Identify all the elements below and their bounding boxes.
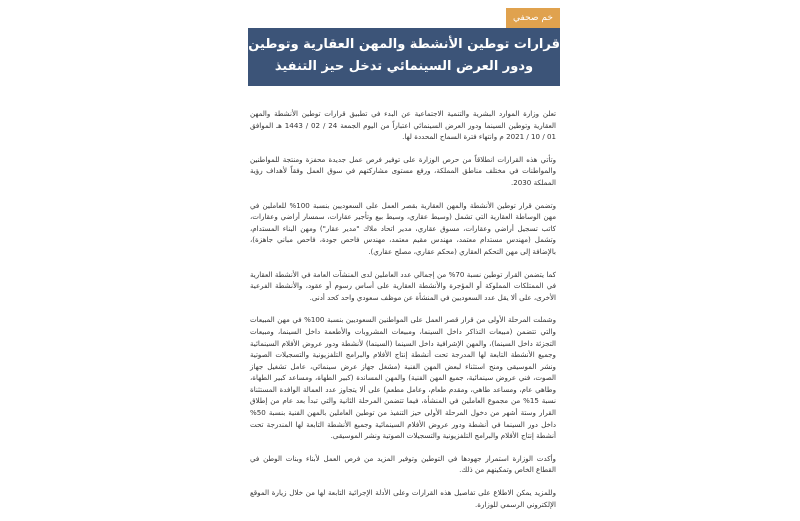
article-body [250,108,556,521]
paragraph-purpose: وتأتي هذه القرارات انطلاقاً من حرص الوزارة على توفير فرص عمل جديدة محفزة ومنتجة للمواطنين والمواطنات في مختلف مناطق المملكة، ورفع مستوى مشاركتهم في سوق العمل وفقاً لأهداف رؤية المملكة 2030. [250,154,556,187]
paragraph-cinema-phases: وشملت المرحلة الأولى من قرار قصر العمل على المواطنين السعوديين بنسبة 100% في مهن المبيعات والتي تتضمن (مبيعات التذاكر داخل السينما، ومبيعات المشروبات والأطعمة داخل السينما، ومبيعات التجزئة داخل السينما)، والمهن الإشرافية داخل السينما (السينما) لأنشطة ودور عروض الأفلام السينمائية وجميع الأنشطة التابعة لها المدرجة تحت أنشطة إنتاج الأفلام والبرامج التلفزيونية والتسجيلات الصوتية ونشر الموسيقى ومنح استثناء لبعض المهن الفنية (مشغل جهاز عرض سينمائي، عامل تشغيل جهاز الصوت، فني عروض سينمائية، جميع المهن الفنية) والمهن المساندة (كبير الطهاة، ومساعد كبير الطهاة، وطاهي عام، ومساعد طاهي، ومقدم طعام، وعامل مطعم) على ألا يتجاوز عدد العمالة الوافدة المستثناة نسبة 15% من مجموع العاملين في المنشأة، فيما تتضمن المرحلة الثانية والتي تبدأ بعد عام من إطلاق القرار وستة أشهر من دخول المرحلة الأولى حيز التنفيذ من توطين العاملين بالمهن الفنية بنسبة 50% داخل دور السينما في أنشطة ودور عروض الأفلام السينمائية وجميع الأنشطة التابعة لها المندرجة تحت أنشطة إنتاج الأفلام والبرامج التلفزيونية والتسجيلات الصوتية ونشر الموسيقى. [250,315,556,441]
press-release-document [196,0,560,509]
press-release-tag: خم صحفي [506,8,560,28]
headline-line-2: ودور العرض السينمائي تدخل حيز التنفيذ [274,59,534,74]
paragraph-real-estate-professions: وتضمن قرار توطين الأنشطة والمهن العقارية بقصر العمل على السعوديين بنسبة 100% للعاملين في مهن الوساطة العقارية التي تشمل (وسيط عقاري، وسيط بيع وتأجير عقارات، سمسار أراضي وعقارات، كاتب تسجيل أراضي وعقارات، مسوق عقاري، مدير اتحاد ملاك "مدير عقار") ومهن البناء المستدام، وتشمل (مهندس مستدام معتمد، مهندس مقيم معتمد، مهندس فاحص جودة، فاحص مباني جاهزة)، بالإضافة إلى مهن التحكم العقاري (محكم عقاري، مصلح عقاري). [250,200,556,256]
paragraph-real-estate-activities: كما يتضمن القرار توطين نسبة 70% من إجمالي عدد العاملين لدى المنشآت العامة في الأنشطة العقارية في الممتلكات المملوكة أو المؤجرة والأنشطة العقارية على أساس رسوم أو عقود، والأنشطة الفرعية الأخرى، على ألا يقل عدد السعوديين في المنشأة عن موظف سعودي واحد كحد أدنى. [250,269,556,302]
paragraph-ministry-efforts: وأكدت الوزارة استمرار جهودها في التوطين وتوفير المزيد من فرص العمل لأبناء وبنات الوطن في القطاع الخاص وتمكينهم من ذلك. [250,453,556,475]
paragraph-announcement: تعلن وزارة الموارد البشرية والتنمية الاجتماعية عن البدء في تطبيق قرارات توطين الأنشطة والمهن العقارية وتوطين السينما ودور العرض السينمائي اعتباراً من اليوم الجمعة 24 / 02 / 1443 هـ الموافق 01 / 10 / 2021 م وانتهاء فترة السماح المحددة لها. [250,109,556,142]
paragraph-more-info: وللمزيد يمكن الاطلاع على تفاصيل هذه القرارات وعلى الأدلة الإجرائية التابعة لها من خلال زيارة الموقع الإلكتروني الرسمي للوزارة. [250,488,556,509]
headline-banner [196,28,560,86]
headline-line-1: قرارات توطين الأنشطة والمهن العقارية وتوطين السينما [196,37,560,52]
